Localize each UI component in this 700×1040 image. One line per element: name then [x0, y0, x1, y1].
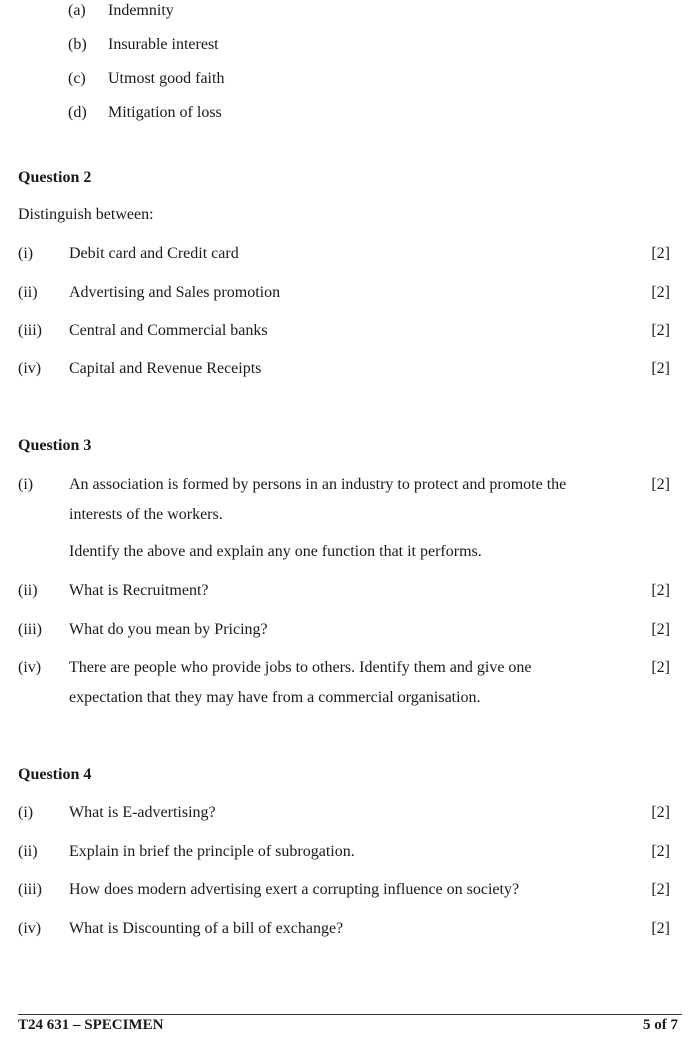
- option-text: Mitigation of loss: [108, 104, 222, 121]
- item-number: (iv): [18, 920, 42, 937]
- item-marks: [2]: [651, 621, 670, 638]
- item-number: (iii): [18, 881, 42, 898]
- item-text: How does modern advertising exert a corrupting influence on society?: [69, 881, 520, 898]
- item-text-instruction: Identify the above and explain any one function that it performs.: [69, 543, 482, 560]
- option-label: (a): [68, 2, 86, 19]
- item-text: What do you mean by Pricing?: [69, 621, 268, 638]
- item-number: (ii): [18, 843, 38, 860]
- question-4-heading: Question 4: [18, 766, 92, 783]
- page-number: 5 of 7: [643, 1017, 678, 1033]
- item-number: (iii): [18, 322, 42, 339]
- item-marks: [2]: [651, 881, 670, 898]
- item-number: (iv): [18, 659, 42, 676]
- paper-code: T24 631 – SPECIMEN: [18, 1017, 164, 1033]
- item-text: Explain in brief the principle of subrogation.: [69, 843, 355, 860]
- item-marks: [2]: [651, 920, 670, 937]
- item-number: (i): [18, 245, 34, 262]
- option-text: Insurable interest: [108, 36, 219, 53]
- item-number: (iv): [18, 360, 42, 377]
- option-label: (d): [68, 104, 87, 121]
- option-label: (c): [68, 70, 86, 87]
- item-marks: [2]: [651, 360, 670, 377]
- item-text-continued: expectation that they may have from a commercial organisation.: [69, 689, 481, 706]
- item-marks: [2]: [651, 804, 670, 821]
- item-marks: [2]: [651, 476, 670, 493]
- footer-divider: [18, 1014, 682, 1015]
- item-marks: [2]: [651, 582, 670, 599]
- item-text: There are people who provide jobs to others. Identify them and give one: [69, 659, 532, 676]
- item-text: What is Discounting of a bill of exchange?: [69, 920, 344, 937]
- item-text: Advertising and Sales promotion: [69, 284, 281, 301]
- item-marks: [2]: [651, 322, 670, 339]
- item-number: (ii): [18, 582, 38, 599]
- item-marks: [2]: [651, 245, 670, 262]
- item-text: Central and Commercial banks: [69, 322, 268, 339]
- item-text: An association is formed by persons in an industry to protect and promote the: [69, 476, 567, 493]
- item-number: (iii): [18, 621, 42, 638]
- option-text: Indemnity: [108, 2, 174, 19]
- question-2-heading: Question 2: [18, 169, 92, 186]
- item-text: What is Recruitment?: [69, 582, 209, 599]
- item-text-continued: interests of the workers.: [69, 506, 223, 523]
- option-label: (b): [68, 36, 87, 53]
- item-marks: [2]: [651, 284, 670, 301]
- item-text: What is E-advertising?: [69, 804, 216, 821]
- question-3-heading: Question 3: [18, 437, 92, 454]
- item-marks: [2]: [651, 843, 670, 860]
- item-number: (i): [18, 804, 34, 821]
- item-marks: [2]: [651, 659, 670, 676]
- item-number: (i): [18, 476, 34, 493]
- item-number: (ii): [18, 284, 38, 301]
- item-text: Capital and Revenue Receipts: [69, 360, 262, 377]
- item-text: Debit card and Credit card: [69, 245, 239, 262]
- question-2-intro: Distinguish between:: [18, 206, 154, 223]
- option-text: Utmost good faith: [108, 70, 225, 87]
